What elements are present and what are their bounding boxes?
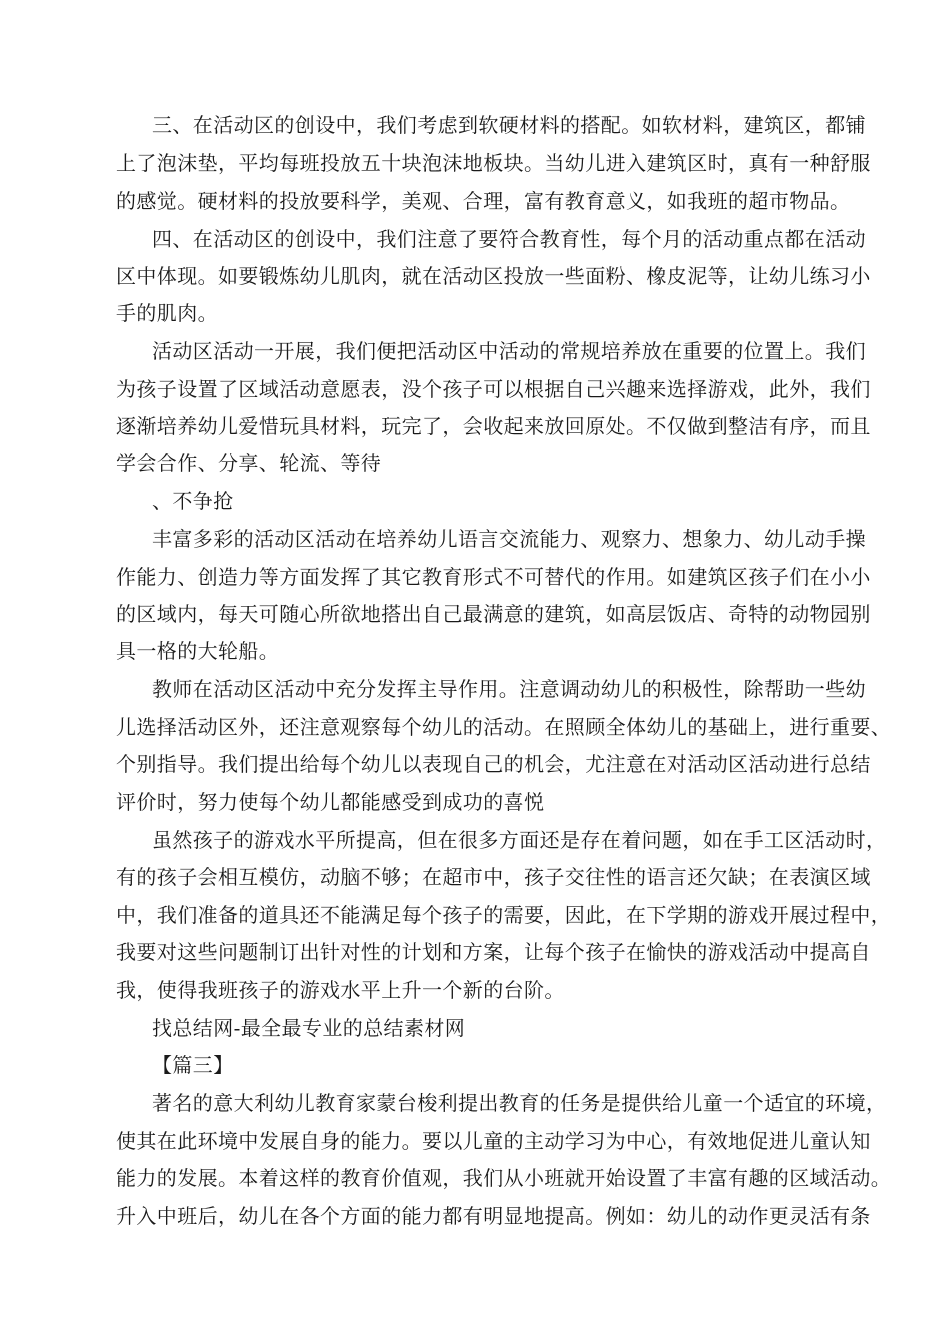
text-line: 个别指导。我们提出给每个幼儿以表现自己的机会，尤注意在对活动区活动进行总结	[116, 752, 871, 776]
text-line: 丰富多彩的活动区活动在培养幼儿语言交流能力、观察力、想象力、幼儿动手操	[152, 527, 866, 551]
text-line: 三、在活动区的创设中，我们考虑到软硬材料的搭配。如软材料，建筑区，都铺	[152, 113, 866, 137]
text-line: 升入中班后，幼儿在各个方面的能力都有明显地提高。例如：幼儿的动作更灵活有条	[116, 1204, 871, 1228]
text-line: 区中体现。如要锻炼幼儿肌肉，就在活动区投放一些面粉、橡皮泥等，让幼儿练习小	[116, 264, 871, 288]
text-line: 使其在此环境中发展自身的能力。要以儿童的主动学习为中心，有效地促进儿童认知	[116, 1129, 871, 1153]
text-line: 四、在活动区的创设中，我们注意了要符合教育性，每个月的活动重点都在活动	[152, 227, 866, 251]
text-line: 评价时，努力使每个幼儿都能感受到成功的喜悦	[116, 790, 545, 814]
text-line: 、不争抢	[152, 489, 234, 513]
text-line: 活动区活动一开展，我们便把活动区中活动的常规培养放在重要的位置上。我们	[152, 339, 866, 363]
text-line: 的感觉。硬材料的投放要科学，美观、合理，富有教育意义，如我班的超市物品。	[116, 189, 851, 213]
text-line: 中，我们准备的道具还不能满足每个孩子的需要，因此，在下学期的游戏开展过程中，	[116, 903, 892, 927]
text-line: 我，使得我班孩子的游戏水平上升一个新的台阶。	[116, 978, 565, 1002]
text-line: 学会合作、分享、轮流、等待	[116, 451, 382, 475]
text-line: 手的肌肉。	[116, 301, 218, 325]
text-line: 有的孩子会相互模仿，动脑不够；在超市中，孩子交往性的语言还欠缺；在表演区域	[116, 865, 871, 889]
text-line: 教师在活动区活动中充分发挥主导作用。注意调动幼儿的积极性，除帮助一些幼	[152, 677, 866, 701]
text-line: 我要对这些问题制订出针对性的计划和方案，让每个孩子在愉快的游戏活动中提高自	[116, 940, 871, 964]
text-line: 逐渐培养幼儿爱惜玩具材料，玩完了，会收起来放回原处。不仅做到整洁有序，而且	[116, 414, 871, 438]
text-line: 虽然孩子的游戏水平所提高，但在很多方面还是存在着问题，如在手工区活动时，	[152, 828, 887, 852]
text-line: 作能力、创造力等方面发挥了其它教育形式不可替代的作用。如建筑区孩子们在小小	[116, 565, 871, 589]
footer-link-text: 找总结网-最全最专业的总结素材网	[152, 1016, 466, 1040]
section-heading: 【篇三】	[152, 1053, 234, 1077]
text-line: 的区域内，每天可随心所欲地搭出自己最满意的建筑，如高层饭店、奇特的动物园别	[116, 602, 871, 626]
text-line: 能力的发展。本着这样的教育价值观，我们从小班就开始设置了丰富有趣的区域活动。	[116, 1166, 892, 1190]
text-line: 上了泡沫垫，平均每班投放五十块泡沫地板块。当幼儿进入建筑区时，真有一种舒服	[116, 151, 871, 175]
text-line: 具一格的大轮船。	[116, 639, 280, 663]
text-line: 著名的意大利幼儿教育家蒙台梭利提出教育的任务是提供给儿童一个适宜的环境，	[152, 1091, 887, 1115]
text-line: 为孩子设置了区域活动意愿表，没个孩子可以根据自己兴趣来选择游戏，此外，我们	[116, 377, 871, 401]
text-line: 儿选择活动区外，还注意观察每个幼儿的活动。在照顾全体幼儿的基础上，进行重要、	[116, 715, 892, 739]
